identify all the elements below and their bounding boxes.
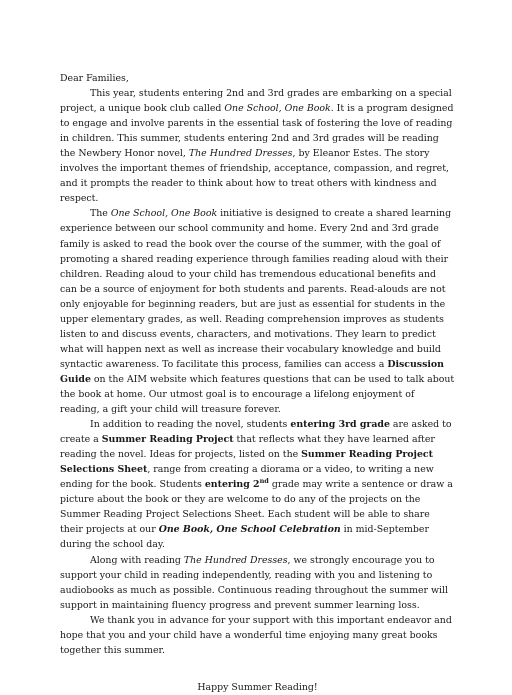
text-run: are asked to create a — [60, 419, 452, 446]
text-run-bold: Discussion Guide — [60, 358, 444, 385]
text-run: in mid-September during the school day. — [60, 524, 429, 551]
text-run-italic: One School, One Book — [224, 103, 331, 115]
text-run: on the AIM website which features questions that can be used to talk about the book at home. Our utmost goal is to encourage a lifelong enjoyment of reading, a gift your child will treasure forever. — [60, 373, 455, 416]
text-run-italic: One School, One Book — [110, 208, 218, 220]
text-run: This year, students entering 2nd and 3rd grades are embarking on a special project, a unique book club called — [60, 88, 452, 115]
letter-page — [60, 71, 455, 695]
text-run: The — [90, 208, 111, 220]
text-run-italic: The Hundred Dresses — [183, 554, 288, 566]
text-run: that reflects what they have learned after reading the novel. Ideas for projects, listed on the — [60, 434, 435, 461]
text-run-bold: entering 3rd grade — [290, 419, 390, 431]
salutation: Dear Families, — [60, 73, 129, 84]
text-run: Along with reading — [90, 554, 184, 566]
paragraph-project — [60, 417, 455, 552]
text-run: We thank you in advance for your support with this important endeavor and hope that you and your child have a wonderful time enjoying many great books together this summer. — [60, 614, 452, 656]
text-run-bold: Summer Reading Project Selections Sheet — [60, 449, 433, 476]
text-run-bold: Summer Reading Project — [101, 434, 234, 446]
paragraph-initiative — [60, 206, 455, 417]
text-run: . It is a program designed to engage and involve parents in the essential task of fostering the love of reading in children. This summer, students entering 2nd and 3rd grades will be reading the Newbery Honor novel, — [60, 103, 454, 160]
text-run: , we strongly encourage you to support your child in reading independently, reading with you and listening to audiobooks as much as possible. Continuous reading throughout the summer will support in maintaining fluency progress and prevent summer learning loss. — [60, 554, 449, 611]
text-run-bold: entering 2 — [204, 479, 260, 491]
paragraph-thanks — [60, 613, 455, 658]
closing-line: Happy Summer Reading! — [197, 681, 318, 693]
text-run: In addition to reading the novel, students — [90, 419, 291, 431]
text-run: , range from creating a diorama or a video, to writing a new ending for the book. Students — [60, 464, 434, 491]
text-run: grade may write a sentence or draw a picture about the book or they are welcome to do any of the projects on the Summer Reading Project Selections Sheet. Each student will be able to share their projects at our — [60, 479, 453, 536]
text-run-italic: The Hundred Dresses — [188, 148, 293, 160]
paragraph-independent-reading — [60, 553, 455, 613]
text-run-sup: nd — [259, 477, 269, 486]
text-run: , by Eleanor Estes. The story involves the important themes of friendship, acceptance, compassion, and regret, and it prompts the reader to think about how to treat others with kindness and respect. — [60, 148, 449, 205]
text-run: initiative is designed to create a shared learning experience between our school community and home. Every 2nd and 3rd grade family is asked to read the book over the course of the summer, with the goal of promoting a shared reading experience through families reading aloud with their children. Reading aloud to your child has tremendous educational benefits and can be a source of enjoyment for both students and parents. Read-alouds are not only enjoyable for beginning readers, but are just as essential for students in the upper elementary grades, as well. Reading comprehension improves as students listen to and discuss events, characters, and motivations. They learn to predict what will happen next as well as increase their vocabulary knowledge and build syntactic awareness. To facilitate this process, families can access a — [60, 208, 452, 370]
paragraph-intro — [60, 86, 455, 206]
text-run-bold-italic: One Book, One School Celebration — [158, 524, 341, 536]
